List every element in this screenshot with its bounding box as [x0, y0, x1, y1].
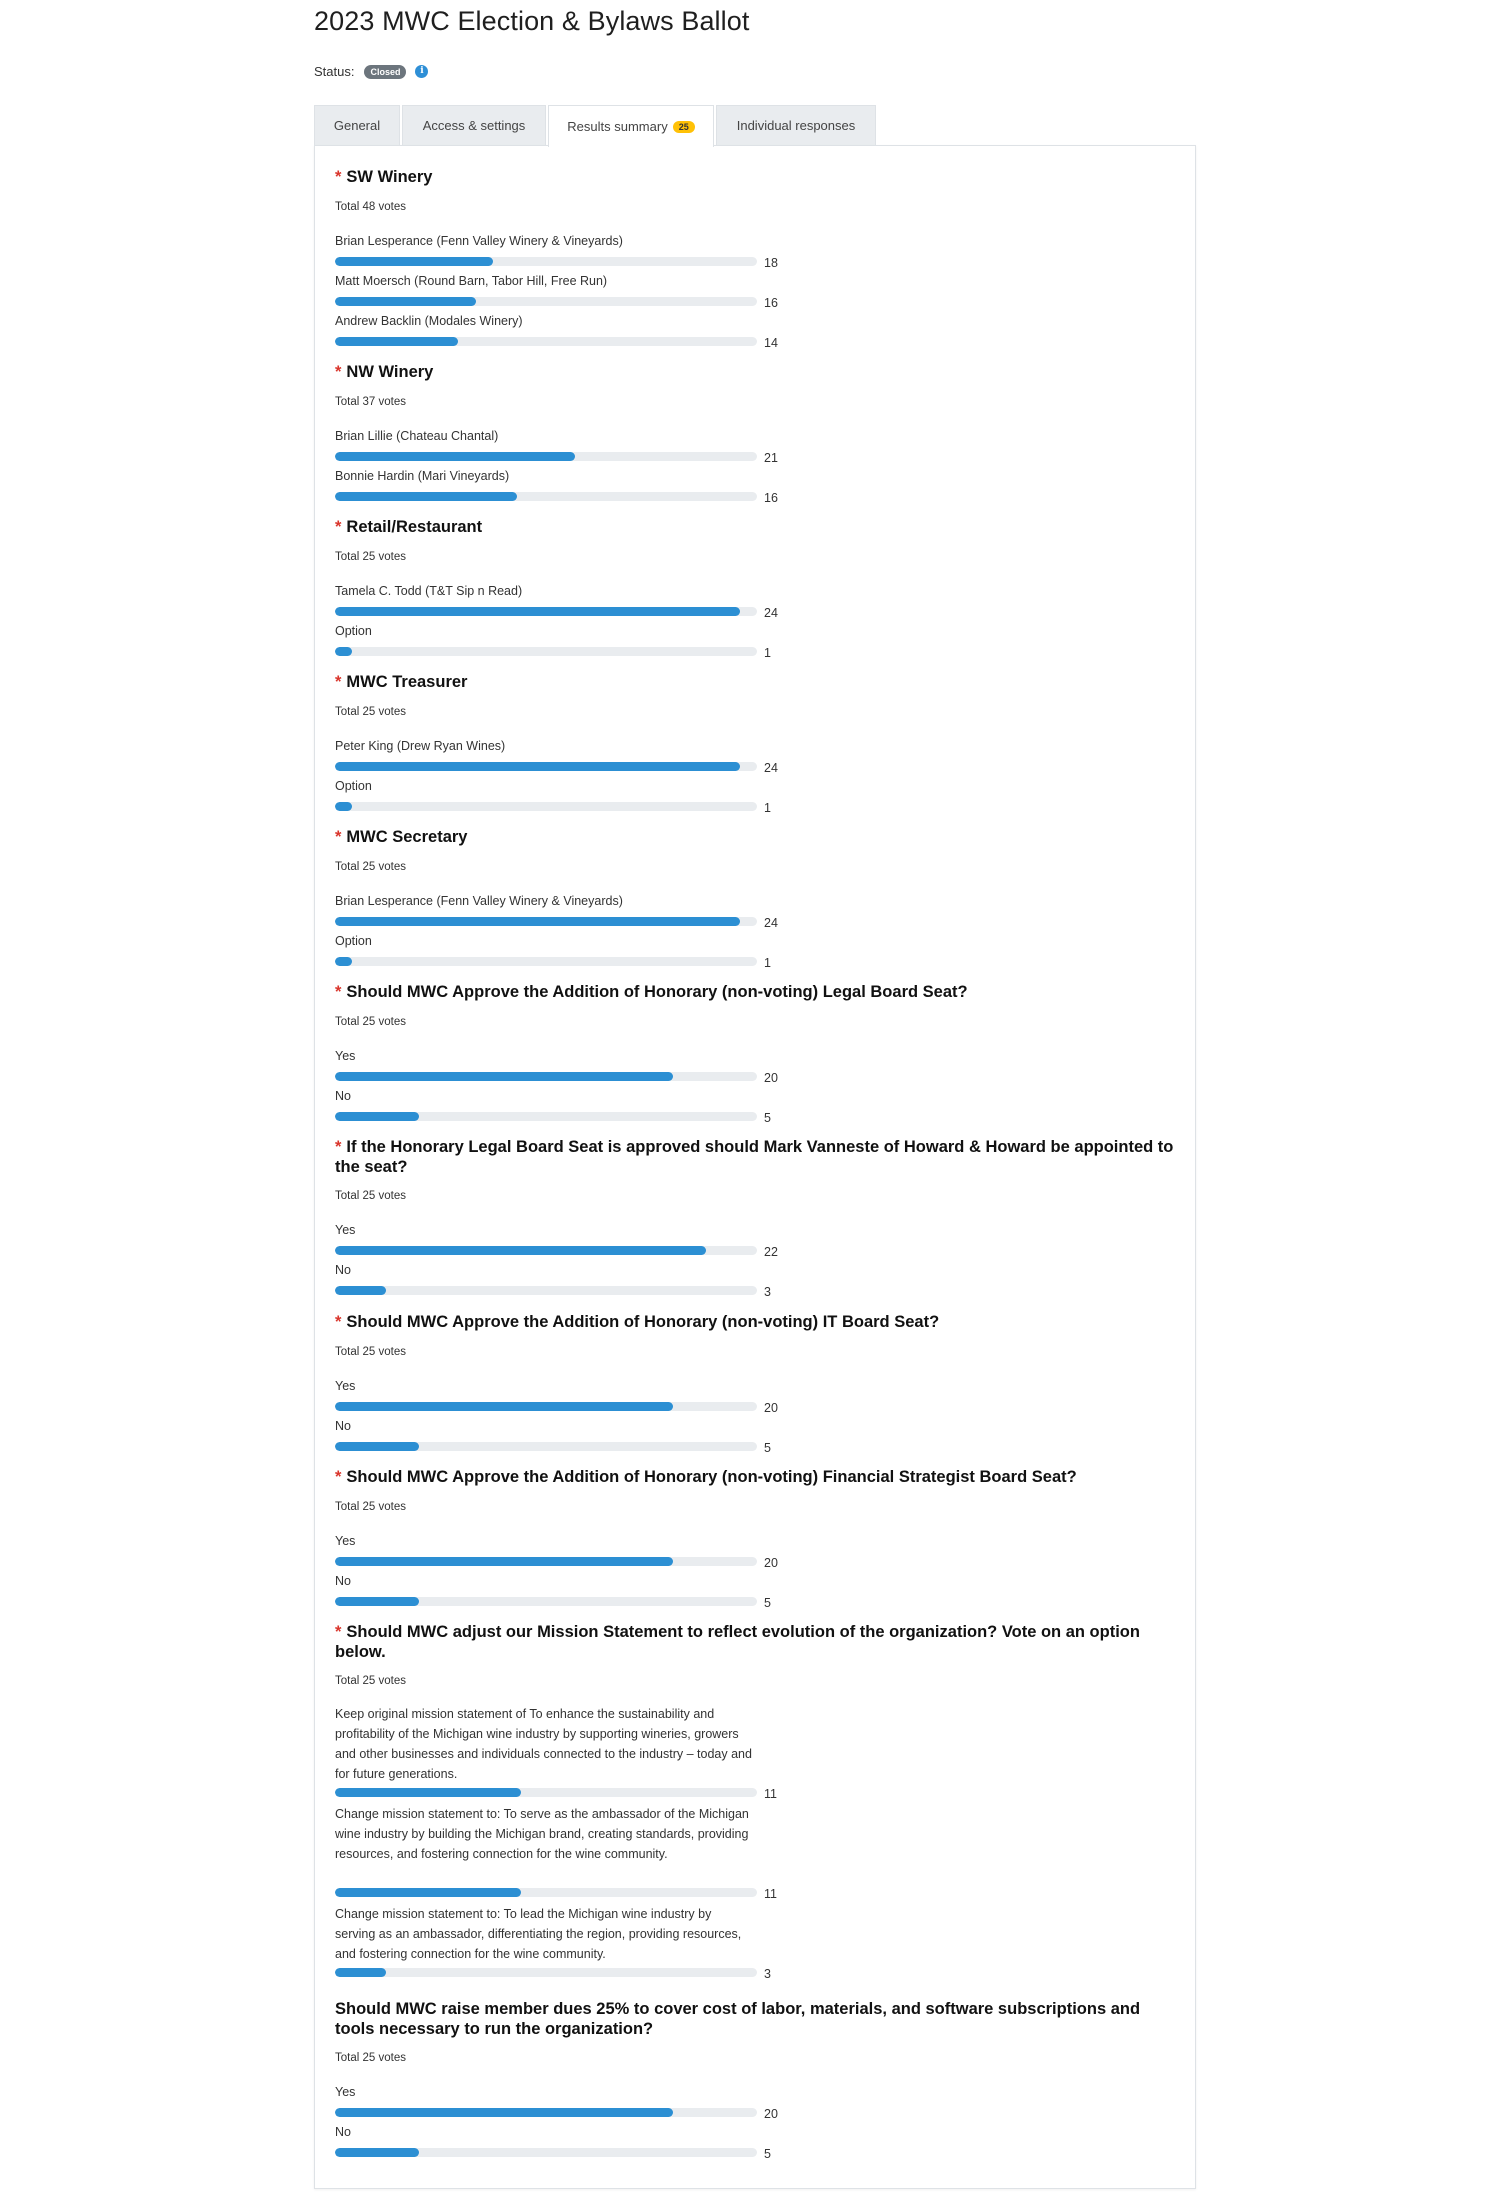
vote-count: 24: [764, 606, 778, 620]
bar-fill: [335, 1557, 673, 1566]
required-asterisk: *: [335, 983, 342, 1001]
question-block: [335, 362, 1175, 505]
question-title: [335, 362, 1175, 382]
info-icon[interactable]: i: [415, 65, 428, 78]
bar-track: [335, 1968, 757, 1977]
option-label: No: [335, 1263, 351, 1277]
option-label: Tamela C. Todd (T&T Sip n Read): [335, 584, 523, 598]
bar-fill: [335, 452, 575, 461]
question-title: [335, 1137, 1175, 1177]
question-block: [335, 517, 1175, 660]
option-label: Brian Lesperance (Fenn Valley Winery & Vineyards): [335, 234, 623, 248]
required-asterisk: *: [335, 363, 342, 381]
bar-track: [335, 2148, 757, 2157]
question-title: [335, 1467, 1175, 1487]
bar-fill: [335, 1072, 673, 1081]
bar-fill: [335, 1888, 521, 1897]
question-title-text: Should MWC Approve the Addition of Honorary (non-voting) Financial Strategist Board Seat?: [346, 1468, 1077, 1486]
tab-bar: [314, 105, 878, 147]
question-title: [335, 1312, 1175, 1332]
option-label: No: [335, 1574, 351, 1588]
total-votes: Total 48 votes: [335, 201, 406, 213]
total-votes: Total 25 votes: [335, 706, 406, 718]
option-label: No: [335, 1419, 351, 1433]
required-asterisk: *: [335, 1138, 342, 1156]
bar-track: [335, 1597, 757, 1606]
vote-count: 20: [764, 2107, 778, 2121]
question-title: [335, 1999, 1175, 2039]
total-votes: Total 25 votes: [335, 1675, 406, 1687]
total-votes: Total 25 votes: [335, 551, 406, 563]
bar-track: [335, 1402, 757, 1411]
total-votes: Total 25 votes: [335, 1501, 406, 1513]
total-votes: Total 25 votes: [335, 1190, 406, 1202]
option-label: Yes: [335, 1049, 356, 1063]
question-title-text: MWC Secretary: [346, 828, 468, 846]
option-label: Keep original mission statement of To enhance the sustainability and profitability of the Michigan wine industry by supporting wineries, growers and other businesses and individuals connected to the industry – today and for future generations.: [335, 1707, 752, 1781]
question-title-text: NW Winery: [346, 363, 434, 381]
bar-track: [335, 2108, 757, 2117]
bar-track: [335, 297, 757, 306]
question-title-text: Should MWC adjust our Mission Statement to reflect evolution of the organization? Vote on an option below.: [335, 1623, 1140, 1661]
bar-fill: [335, 917, 740, 926]
bar-fill: [335, 1286, 386, 1295]
bar-fill: [335, 1788, 521, 1797]
question-title-text: Retail/Restaurant: [346, 518, 483, 536]
status-badge: Closed: [364, 65, 406, 79]
bar-track: [335, 337, 757, 346]
bar-track: [335, 1112, 757, 1121]
bar-fill: [335, 762, 740, 771]
option-label: Yes: [335, 2085, 356, 2099]
option-label: Matt Moersch (Round Barn, Tabor Hill, Free Run): [335, 274, 608, 288]
vote-count: 5: [764, 1441, 771, 1455]
bar-track: [335, 452, 757, 461]
option-label: Peter King (Drew Ryan Wines): [335, 739, 506, 753]
tab-results-summary[interactable]: [548, 105, 714, 147]
bar-track: [335, 1557, 757, 1566]
question-block: [335, 827, 1175, 970]
vote-count: 1: [764, 646, 771, 660]
bar-fill: [335, 647, 352, 656]
bar-fill: [335, 492, 517, 501]
bar-track: [335, 647, 757, 656]
question-block: [335, 1622, 1175, 1981]
bar-fill: [335, 2148, 419, 2157]
vote-count: 11: [764, 1887, 777, 1901]
question-title: [335, 672, 1175, 692]
bar-track: [335, 917, 757, 926]
vote-count: 21: [764, 451, 778, 465]
bar-fill: [335, 2108, 673, 2117]
bar-track: [335, 802, 757, 811]
bar-track: [335, 1246, 757, 1255]
vote-count: 5: [764, 1596, 771, 1610]
question-title-text: Should MWC raise member dues 25% to cover cost of labor, materials, and software subscriptions and tools necessary to run the organization?: [335, 2000, 1141, 2038]
required-asterisk: *: [335, 1313, 342, 1331]
tab-label: General: [333, 118, 381, 133]
bar-track: [335, 257, 757, 266]
option-label: No: [335, 2125, 351, 2139]
question-title-text: If the Honorary Legal Board Seat is approved should Mark Vanneste of Howard & Howard be appointed to the seat?: [335, 1138, 1174, 1176]
tab-label: Results summary: [567, 119, 668, 134]
bar-fill: [335, 337, 458, 346]
vote-count: 5: [764, 1111, 771, 1125]
tab-individual-responses[interactable]: [716, 105, 876, 145]
question-block: [335, 167, 1175, 350]
page-title: 2023 MWC Election & Bylaws Ballot: [314, 6, 750, 36]
bar-track: [335, 762, 757, 771]
tab-label: Access & settings: [422, 118, 526, 133]
vote-count: 16: [764, 296, 778, 310]
option-label: Option: [335, 779, 372, 793]
option-label: Yes: [335, 1379, 356, 1393]
question-title-text: MWC Treasurer: [346, 673, 468, 691]
question-block: [335, 1999, 1175, 2161]
required-asterisk: *: [335, 673, 342, 691]
bar-fill: [335, 607, 740, 616]
option-label: Yes: [335, 1534, 356, 1548]
required-asterisk: *: [335, 518, 342, 536]
response-count-badge: 25: [673, 121, 695, 133]
status-label: Status:: [314, 64, 355, 79]
bar-track: [335, 1888, 757, 1897]
vote-count: 3: [764, 1967, 771, 1981]
question-title-text: Should MWC Approve the Addition of Honorary (non-voting) Legal Board Seat?: [346, 983, 968, 1001]
bar-fill: [335, 802, 352, 811]
bar-fill: [335, 1597, 419, 1606]
question-title: [335, 517, 1175, 537]
vote-count: 16: [764, 491, 778, 505]
bar-fill: [335, 1442, 419, 1451]
vote-count: 18: [764, 256, 778, 270]
total-votes: Total 25 votes: [335, 861, 406, 873]
vote-count: 1: [764, 956, 771, 970]
tab-label: Individual responses: [736, 118, 856, 133]
total-votes: Total 37 votes: [335, 396, 406, 408]
bar-track: [335, 1788, 757, 1797]
vote-count: 20: [764, 1071, 778, 1085]
question-block: [335, 982, 1175, 1125]
tab-general[interactable]: [314, 105, 400, 145]
option-label: Change mission statement to: To serve as the ambassador of the Michigan wine industry by building the Michigan brand, creating standards, providing resources, and fostering connection for the wine community.: [335, 1807, 749, 1861]
required-asterisk: *: [335, 168, 342, 186]
vote-count: 24: [764, 761, 778, 775]
option-label: Brian Lillie (Chateau Chantal): [335, 429, 499, 443]
required-asterisk: *: [335, 1623, 342, 1641]
question-title: [335, 827, 1175, 847]
bar-fill: [335, 957, 352, 966]
question-title-text: SW Winery: [346, 168, 433, 186]
total-votes: Total 25 votes: [335, 2052, 406, 2064]
bar-track: [335, 1286, 757, 1295]
option-label: Change mission statement to: To lead the Michigan wine industry by serving as an ambassador, differentiating the region, providing resources, and fostering connection for the wine community.: [335, 1907, 742, 1961]
vote-count: 3: [764, 1285, 771, 1299]
total-votes: Total 25 votes: [335, 1016, 406, 1028]
bar-track: [335, 1072, 757, 1081]
vote-count: 14: [764, 336, 778, 350]
bar-fill: [335, 1246, 706, 1255]
bar-track: [335, 607, 757, 616]
vote-count: 24: [764, 916, 778, 930]
vote-count: 1: [764, 801, 771, 815]
question-title: [335, 1622, 1175, 1662]
bar-track: [335, 492, 757, 501]
bar-track: [335, 957, 757, 966]
question-block: [335, 1312, 1175, 1455]
option-label: No: [335, 1089, 351, 1103]
total-votes: Total 25 votes: [335, 1346, 406, 1358]
question-block: [335, 1137, 1175, 1299]
question-title-text: Should MWC Approve the Addition of Honorary (non-voting) IT Board Seat?: [346, 1313, 940, 1331]
bar-track: [335, 1442, 757, 1451]
vote-count: 5: [764, 2147, 771, 2161]
required-asterisk: *: [335, 1468, 342, 1486]
vote-count: 20: [764, 1556, 778, 1570]
bar-fill: [335, 297, 476, 306]
option-label: Andrew Backlin (Modales Winery): [335, 314, 523, 328]
vote-count: 11: [764, 1787, 777, 1801]
bar-fill: [335, 1112, 419, 1121]
tab-access-settings[interactable]: [402, 105, 546, 145]
bar-fill: [335, 1402, 673, 1411]
vote-count: 20: [764, 1401, 778, 1415]
question-title: [335, 167, 1175, 187]
question-block: [335, 672, 1175, 815]
option-label: Option: [335, 624, 372, 638]
option-label: Yes: [335, 1223, 356, 1237]
vote-count: 22: [764, 1245, 778, 1259]
bar-fill: [335, 1968, 386, 1977]
question-title: [335, 982, 1175, 1002]
status-row: [314, 64, 428, 79]
bar-fill: [335, 257, 493, 266]
option-label: Brian Lesperance (Fenn Valley Winery & Vineyards): [335, 894, 623, 908]
question-block: [335, 1467, 1175, 1610]
required-asterisk: *: [335, 828, 342, 846]
option-label: Option: [335, 934, 372, 948]
option-label: Bonnie Hardin (Mari Vineyards): [335, 469, 510, 483]
